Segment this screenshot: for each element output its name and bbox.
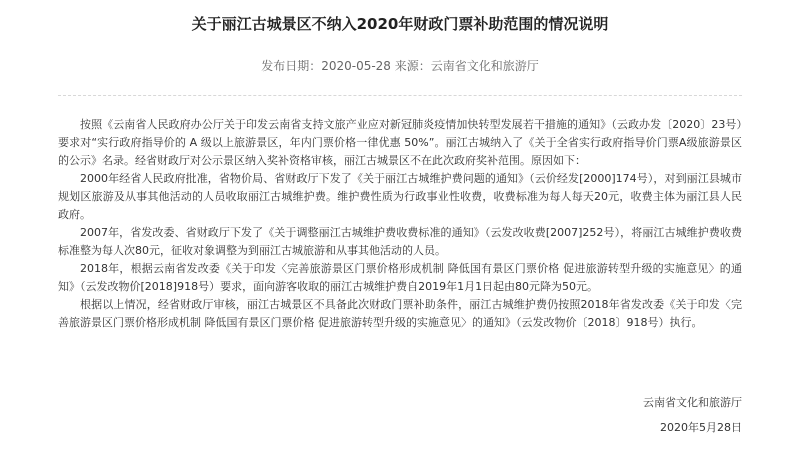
- source-label: 来源：: [394, 59, 431, 73]
- signature-date: 2020年5月28日: [660, 421, 742, 434]
- paragraph-intro: 按照《云南省人民政府办公厅关于印发云南省支持文旅产业应对新冠肺炎疫情加快转型发展若干措施的通知》（云政办发〔2020〕23号）要求对“实行政府指导价的 A 级以上旅游景区，年内门票价格一律优惠 50%”。丽江古城纳入了《关于全省实行政府指导价门票A级旅游景区的公示》名录。经省财政厅对公示景区纳入奖补资格审核，丽江古城景区不在此次政府奖补范围。原因如下：: [58, 118, 742, 167]
- article-meta: [58, 58, 742, 76]
- publish-date-label: 发布日期：: [261, 59, 322, 73]
- paragraph-conclusion: 根据以上情况，经省财政厅审核，丽江古城景区不具备此次财政门票补助条件，丽江古城维护费仍按照2018年省发改委《关于印发〈完善旅游景区门票价格形成机制 降低国有景区门票价格 促进旅游转型升级的实施意见〉的通知》（云发改物价〔2018〕918号）执行。: [58, 298, 742, 329]
- paragraph-2000: 2000年经省人民政府批准，省物价局、省财政厅下发了《关于丽江古城维护费问题的通知》（云价经发[2000]174号），对到丽江县城市规划区旅游及从事其他活动的人员收取丽江古城维护费。维护费性质为行政事业性收费，收费标准为每人每天20元，收费主体为丽江县人民政府。: [58, 172, 742, 221]
- publish-date: 2020-05-28: [321, 59, 391, 73]
- signature-org: 云南省文化和旅游厅: [643, 396, 742, 409]
- article-body: [58, 116, 742, 332]
- paragraph-2007: 2007年，省发改委、省财政厅下发了《关于调整丽江古城维护费收费标准的通知》（云发改收费[2007]252号），将丽江古城维护费收费标准整为每人次80元，征收对象调整为到丽江古城旅游和从事其他活动的人员。: [58, 226, 742, 257]
- title-divider: [58, 95, 742, 96]
- article-title: 关于丽江古城景区不纳入2020年财政门票补助范围的情况说明: [191, 15, 609, 33]
- paragraph-2018: 2018年，根据云南省发改委《关于印发〈完善旅游景区门票价格形成机制 降低国有景区门票价格 促进旅游转型升级的实施意见〉的通知》（云发改物价[2018]918号）要求，面向游客收取的丽江古城维护费自2019年1月1日起由80元降为50元。: [58, 262, 742, 293]
- source-name: 云南省文化和旅游厅: [430, 59, 539, 73]
